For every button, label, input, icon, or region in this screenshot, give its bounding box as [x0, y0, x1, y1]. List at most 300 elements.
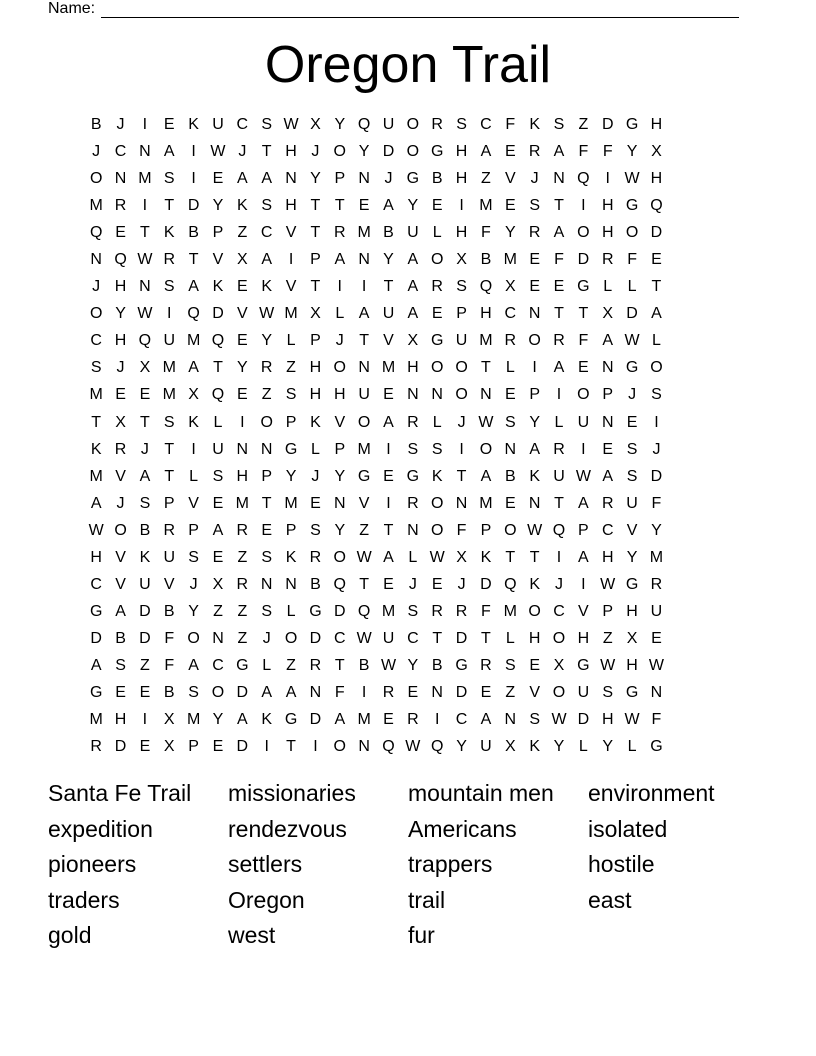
- grid-letter[interactable]: Z: [237, 224, 248, 242]
- grid-letter[interactable]: P: [334, 170, 346, 188]
- grid-letter[interactable]: H: [601, 197, 614, 215]
- grid-letter[interactable]: Y: [651, 521, 662, 539]
- grid-letter[interactable]: E: [626, 413, 638, 431]
- grid-letter[interactable]: D: [236, 683, 249, 701]
- grid-letter[interactable]: E: [310, 494, 321, 512]
- grid-letter[interactable]: L: [554, 413, 564, 431]
- grid-letter[interactable]: E: [237, 332, 248, 350]
- grid-letter[interactable]: J: [262, 629, 271, 647]
- grid-letter[interactable]: E: [504, 197, 516, 215]
- grid-letter[interactable]: S: [163, 413, 175, 431]
- grid-letter[interactable]: V: [358, 494, 370, 512]
- grid-letter[interactable]: N: [212, 629, 224, 647]
- grid-letter[interactable]: B: [431, 170, 443, 188]
- grid-letter[interactable]: O: [333, 738, 346, 756]
- grid-letter[interactable]: G: [625, 683, 639, 701]
- grid-letter[interactable]: U: [382, 629, 395, 647]
- grid-letter[interactable]: U: [212, 440, 224, 458]
- grid-letter[interactable]: O: [430, 494, 444, 512]
- grid-letter[interactable]: H: [601, 548, 614, 566]
- grid-letter[interactable]: V: [529, 683, 540, 701]
- grid-letter[interactable]: B: [310, 575, 321, 593]
- grid-letter[interactable]: H: [309, 359, 322, 377]
- grid-letter[interactable]: L: [262, 656, 272, 674]
- grid-letter[interactable]: X: [626, 629, 638, 647]
- grid-letter[interactable]: C: [407, 629, 419, 647]
- grid-letter[interactable]: T: [164, 440, 175, 458]
- grid-letter[interactable]: S: [456, 116, 467, 133]
- grid-letter[interactable]: W: [527, 521, 543, 539]
- grid-letter[interactable]: D: [139, 629, 151, 647]
- grid-letter[interactable]: T: [554, 305, 564, 323]
- grid-letter[interactable]: R: [236, 575, 249, 593]
- grid-letter[interactable]: J: [116, 359, 125, 377]
- grid-letter[interactable]: M: [186, 332, 201, 350]
- grid-letter[interactable]: F: [456, 521, 467, 539]
- grid-letter[interactable]: D: [577, 711, 590, 729]
- grid-letter[interactable]: M: [162, 386, 176, 404]
- grid-letter[interactable]: L: [310, 440, 320, 458]
- grid-letter[interactable]: V: [163, 575, 175, 593]
- grid-letter[interactable]: A: [261, 683, 273, 701]
- grid-letter[interactable]: V: [285, 224, 297, 242]
- grid-letter[interactable]: D: [309, 629, 322, 647]
- grid-letter[interactable]: O: [284, 629, 298, 647]
- grid-letter[interactable]: R: [163, 521, 176, 539]
- grid-letter[interactable]: A: [188, 359, 199, 377]
- grid-letter[interactable]: T: [359, 332, 370, 350]
- grid-letter[interactable]: A: [383, 197, 394, 215]
- grid-letter[interactable]: P: [163, 494, 175, 512]
- grid-letter[interactable]: S: [407, 602, 419, 620]
- grid-letter[interactable]: W: [283, 116, 299, 133]
- grid-letter[interactable]: O: [528, 602, 541, 620]
- grid-letter[interactable]: T: [456, 467, 467, 485]
- grid-letter[interactable]: A: [358, 305, 370, 323]
- grid-letter[interactable]: O: [211, 683, 225, 701]
- grid-letter[interactable]: B: [115, 629, 126, 647]
- grid-letter[interactable]: K: [285, 548, 297, 566]
- grid-letter[interactable]: A: [285, 683, 297, 701]
- grid-letter[interactable]: X: [310, 305, 321, 323]
- grid-letter[interactable]: G: [309, 602, 322, 620]
- grid-letter[interactable]: M: [186, 711, 201, 729]
- grid-letter[interactable]: R: [236, 521, 249, 539]
- grid-letter[interactable]: I: [191, 440, 196, 458]
- grid-letter[interactable]: W: [88, 521, 104, 539]
- grid-letter[interactable]: U: [626, 494, 638, 512]
- grid-letter[interactable]: L: [505, 359, 515, 377]
- grid-letter[interactable]: X: [456, 251, 467, 269]
- grid-letter[interactable]: Y: [626, 143, 638, 161]
- grid-letter[interactable]: I: [386, 440, 391, 458]
- grid-letter[interactable]: O: [430, 251, 444, 269]
- grid-letter[interactable]: T: [651, 278, 662, 296]
- grid-letter[interactable]: M: [138, 170, 152, 188]
- grid-letter[interactable]: R: [553, 440, 565, 458]
- name-blank-line[interactable]: [101, 3, 739, 18]
- grid-letter[interactable]: I: [459, 440, 464, 458]
- grid-letter[interactable]: E: [602, 440, 614, 458]
- grid-letter[interactable]: Y: [504, 224, 516, 242]
- grid-letter[interactable]: V: [237, 305, 248, 323]
- grid-letter[interactable]: O: [260, 413, 273, 431]
- grid-letter[interactable]: M: [357, 224, 371, 242]
- grid-letter[interactable]: R: [431, 116, 443, 133]
- grid-letter[interactable]: E: [578, 359, 589, 377]
- grid-letter[interactable]: K: [261, 278, 273, 296]
- grid-letter[interactable]: G: [625, 116, 639, 133]
- grid-letter[interactable]: Y: [334, 467, 346, 485]
- grid-letter[interactable]: A: [480, 143, 492, 161]
- grid-letter[interactable]: Z: [213, 602, 223, 620]
- grid-letter[interactable]: I: [361, 683, 367, 701]
- grid-letter[interactable]: Q: [650, 197, 663, 215]
- grid-letter[interactable]: D: [236, 738, 249, 756]
- grid-letter[interactable]: R: [431, 602, 443, 620]
- grid-letter[interactable]: T: [481, 359, 491, 377]
- grid-letter[interactable]: O: [552, 629, 566, 647]
- grid-letter[interactable]: Y: [602, 738, 614, 756]
- grid-letter[interactable]: O: [430, 359, 444, 377]
- grid-letter[interactable]: Y: [334, 521, 346, 539]
- grid-letter[interactable]: B: [358, 656, 370, 674]
- grid-letter[interactable]: E: [237, 278, 248, 296]
- grid-letter[interactable]: L: [627, 738, 637, 756]
- grid-letter[interactable]: O: [357, 413, 371, 431]
- grid-letter[interactable]: F: [554, 251, 564, 269]
- grid-letter[interactable]: M: [503, 602, 517, 620]
- grid-letter[interactable]: W: [478, 413, 494, 431]
- grid-letter[interactable]: A: [334, 251, 346, 269]
- grid-letter[interactable]: E: [529, 656, 540, 674]
- grid-letter[interactable]: G: [577, 278, 590, 296]
- grid-letter[interactable]: N: [358, 359, 370, 377]
- grid-letter[interactable]: K: [188, 413, 199, 431]
- grid-letter[interactable]: I: [459, 197, 464, 215]
- grid-letter[interactable]: R: [528, 143, 541, 161]
- grid-letter[interactable]: W: [356, 548, 372, 566]
- grid-letter[interactable]: O: [187, 629, 200, 647]
- grid-letter[interactable]: Z: [237, 629, 248, 647]
- grid-letter[interactable]: E: [431, 305, 443, 323]
- grid-letter[interactable]: Z: [481, 170, 491, 188]
- grid-letter[interactable]: S: [188, 548, 199, 566]
- grid-letter[interactable]: J: [652, 440, 661, 458]
- grid-letter[interactable]: G: [89, 602, 103, 620]
- grid-letter[interactable]: N: [236, 440, 249, 458]
- grid-letter[interactable]: L: [578, 738, 588, 756]
- grid-letter[interactable]: R: [309, 548, 322, 566]
- grid-letter[interactable]: N: [601, 413, 614, 431]
- grid-letter[interactable]: G: [236, 656, 249, 674]
- grid-letter[interactable]: L: [213, 413, 223, 431]
- grid-letter[interactable]: C: [90, 332, 102, 350]
- grid-letter[interactable]: A: [407, 278, 419, 296]
- grid-letter[interactable]: N: [431, 683, 443, 701]
- grid-letter[interactable]: O: [577, 224, 590, 242]
- grid-letter[interactable]: L: [432, 413, 442, 431]
- grid-letter[interactable]: S: [163, 170, 175, 188]
- grid-letter[interactable]: Q: [114, 251, 127, 269]
- grid-letter[interactable]: W: [137, 305, 153, 323]
- grid-letter[interactable]: L: [432, 224, 442, 242]
- grid-letter[interactable]: E: [358, 197, 370, 215]
- grid-letter[interactable]: P: [285, 413, 297, 431]
- grid-letter[interactable]: U: [577, 683, 590, 701]
- grid-letter[interactable]: G: [625, 197, 639, 215]
- grid-letter[interactable]: O: [552, 683, 566, 701]
- grid-letter[interactable]: V: [188, 494, 199, 512]
- grid-letter[interactable]: J: [457, 413, 466, 431]
- grid-letter[interactable]: Q: [430, 738, 444, 756]
- grid-letter[interactable]: E: [212, 494, 224, 512]
- grid-letter[interactable]: Z: [286, 359, 296, 377]
- grid-letter[interactable]: E: [115, 386, 126, 404]
- grid-letter[interactable]: O: [504, 521, 517, 539]
- grid-letter[interactable]: D: [114, 738, 127, 756]
- grid-letter[interactable]: I: [654, 413, 659, 431]
- grid-letter[interactable]: R: [407, 413, 419, 431]
- grid-letter[interactable]: T: [286, 738, 296, 756]
- grid-letter[interactable]: E: [212, 170, 224, 188]
- grid-letter[interactable]: F: [651, 494, 662, 512]
- grid-letter[interactable]: N: [285, 170, 297, 188]
- grid-letter[interactable]: X: [456, 548, 467, 566]
- grid-letter[interactable]: I: [581, 197, 586, 215]
- grid-letter[interactable]: S: [456, 278, 467, 296]
- grid-letter[interactable]: H: [114, 278, 127, 296]
- grid-letter[interactable]: E: [383, 575, 394, 593]
- grid-letter[interactable]: F: [578, 143, 589, 161]
- grid-letter[interactable]: E: [383, 386, 394, 404]
- grid-letter[interactable]: P: [310, 332, 321, 350]
- grid-letter[interactable]: B: [163, 683, 175, 701]
- grid-letter[interactable]: C: [480, 116, 492, 133]
- grid-letter[interactable]: W: [600, 575, 616, 593]
- grid-letter[interactable]: S: [261, 197, 273, 215]
- grid-letter[interactable]: A: [139, 467, 151, 485]
- grid-letter[interactable]: N: [407, 521, 419, 539]
- grid-letter[interactable]: Z: [359, 521, 370, 539]
- grid-letter[interactable]: S: [431, 440, 443, 458]
- grid-letter[interactable]: X: [602, 305, 614, 323]
- grid-letter[interactable]: A: [261, 170, 273, 188]
- grid-letter[interactable]: I: [191, 170, 196, 188]
- grid-letter[interactable]: C: [601, 521, 614, 539]
- grid-letter[interactable]: A: [553, 359, 565, 377]
- grid-letter[interactable]: M: [649, 548, 664, 566]
- grid-letter[interactable]: N: [553, 170, 565, 188]
- grid-letter[interactable]: I: [434, 711, 440, 729]
- grid-letter[interactable]: N: [139, 278, 151, 296]
- grid-letter[interactable]: N: [139, 143, 151, 161]
- grid-letter[interactable]: N: [260, 575, 273, 593]
- grid-letter[interactable]: G: [430, 143, 444, 161]
- grid-letter[interactable]: M: [479, 494, 493, 512]
- grid-letter[interactable]: E: [212, 548, 224, 566]
- grid-letter[interactable]: E: [651, 629, 662, 647]
- grid-letter[interactable]: S: [626, 440, 638, 458]
- grid-letter[interactable]: Y: [358, 143, 370, 161]
- grid-letter[interactable]: T: [481, 629, 491, 647]
- grid-letter[interactable]: E: [383, 711, 394, 729]
- grid-letter[interactable]: K: [431, 467, 443, 485]
- grid-letter[interactable]: B: [139, 521, 151, 539]
- grid-letter[interactable]: B: [480, 251, 492, 269]
- grid-letter[interactable]: T: [188, 251, 199, 269]
- grid-letter[interactable]: T: [334, 656, 345, 674]
- grid-letter[interactable]: P: [310, 251, 321, 269]
- grid-letter[interactable]: B: [90, 116, 102, 133]
- grid-letter[interactable]: D: [309, 711, 322, 729]
- grid-letter[interactable]: G: [284, 711, 298, 729]
- grid-letter[interactable]: Q: [187, 305, 200, 323]
- grid-letter[interactable]: G: [455, 656, 468, 674]
- grid-letter[interactable]: H: [333, 386, 346, 404]
- grid-letter[interactable]: U: [163, 332, 176, 350]
- grid-letter[interactable]: I: [581, 575, 586, 593]
- grid-letter[interactable]: N: [650, 683, 663, 701]
- grid-letter[interactable]: Y: [310, 170, 321, 188]
- grid-letter[interactable]: K: [529, 575, 540, 593]
- grid-letter[interactable]: A: [237, 711, 248, 729]
- grid-letter[interactable]: L: [651, 332, 661, 350]
- grid-letter[interactable]: N: [528, 305, 541, 323]
- grid-letter[interactable]: V: [504, 170, 516, 188]
- grid-letter[interactable]: Q: [504, 575, 517, 593]
- grid-letter[interactable]: K: [212, 278, 224, 296]
- grid-letter[interactable]: E: [651, 251, 662, 269]
- grid-letter[interactable]: U: [650, 602, 663, 620]
- grid-letter[interactable]: F: [481, 224, 491, 242]
- grid-letter[interactable]: G: [89, 683, 103, 701]
- grid-letter[interactable]: N: [358, 251, 370, 269]
- grid-letter[interactable]: M: [235, 494, 249, 512]
- grid-letter[interactable]: R: [407, 711, 419, 729]
- grid-letter[interactable]: Q: [211, 332, 225, 350]
- grid-letter[interactable]: T: [432, 629, 443, 647]
- grid-letter[interactable]: E: [504, 386, 516, 404]
- grid-letter[interactable]: P: [480, 521, 492, 539]
- grid-letter[interactable]: O: [577, 386, 590, 404]
- grid-letter[interactable]: S: [529, 711, 540, 729]
- grid-letter[interactable]: W: [624, 332, 640, 350]
- grid-letter[interactable]: N: [285, 575, 297, 593]
- grid-letter[interactable]: M: [503, 251, 517, 269]
- grid-letter[interactable]: X: [115, 413, 126, 431]
- grid-letter[interactable]: F: [627, 251, 637, 269]
- grid-letter[interactable]: A: [553, 224, 565, 242]
- grid-letter[interactable]: K: [237, 197, 248, 215]
- grid-letter[interactable]: M: [381, 602, 396, 620]
- grid-letter[interactable]: H: [114, 711, 127, 729]
- grid-letter[interactable]: N: [358, 170, 370, 188]
- grid-letter[interactable]: P: [188, 521, 199, 539]
- grid-letter[interactable]: A: [578, 494, 589, 512]
- grid-letter[interactable]: E: [115, 683, 126, 701]
- grid-letter[interactable]: E: [504, 143, 516, 161]
- grid-letter[interactable]: U: [358, 386, 370, 404]
- grid-letter[interactable]: R: [431, 278, 443, 296]
- grid-letter[interactable]: S: [529, 197, 540, 215]
- grid-letter[interactable]: A: [480, 711, 492, 729]
- grid-letter[interactable]: W: [624, 170, 640, 188]
- grid-letter[interactable]: L: [189, 467, 199, 485]
- grid-letter[interactable]: I: [337, 278, 342, 296]
- grid-letter[interactable]: X: [553, 656, 565, 674]
- grid-letter[interactable]: H: [407, 359, 419, 377]
- grid-letter[interactable]: S: [139, 494, 151, 512]
- grid-letter[interactable]: G: [625, 575, 639, 593]
- grid-letter[interactable]: O: [479, 440, 493, 458]
- grid-letter[interactable]: C: [455, 711, 468, 729]
- grid-letter[interactable]: J: [92, 143, 101, 161]
- grid-letter[interactable]: T: [164, 467, 175, 485]
- grid-letter[interactable]: Q: [138, 332, 152, 350]
- grid-letter[interactable]: N: [528, 494, 541, 512]
- grid-letter[interactable]: G: [650, 738, 663, 756]
- grid-letter[interactable]: R: [407, 494, 419, 512]
- grid-letter[interactable]: O: [89, 170, 103, 188]
- grid-letter[interactable]: Z: [505, 683, 516, 701]
- grid-letter[interactable]: P: [456, 305, 467, 323]
- grid-letter[interactable]: E: [212, 738, 224, 756]
- grid-letter[interactable]: A: [602, 467, 614, 485]
- grid-letter[interactable]: W: [356, 629, 372, 647]
- grid-letter[interactable]: S: [285, 386, 297, 404]
- grid-letter[interactable]: T: [310, 224, 321, 242]
- grid-letter[interactable]: E: [480, 683, 492, 701]
- grid-letter[interactable]: Q: [357, 602, 371, 620]
- grid-letter[interactable]: H: [601, 711, 614, 729]
- grid-letter[interactable]: P: [188, 738, 199, 756]
- grid-letter[interactable]: J: [311, 143, 320, 161]
- grid-letter[interactable]: X: [504, 738, 516, 756]
- grid-letter[interactable]: O: [625, 224, 639, 242]
- grid-letter[interactable]: U: [407, 224, 419, 242]
- grid-letter[interactable]: T: [310, 197, 321, 215]
- grid-letter[interactable]: E: [431, 197, 443, 215]
- grid-letter[interactable]: E: [407, 683, 419, 701]
- grid-letter[interactable]: Q: [552, 521, 566, 539]
- grid-letter[interactable]: A: [383, 413, 394, 431]
- grid-letter[interactable]: K: [90, 440, 102, 458]
- grid-letter[interactable]: O: [430, 521, 444, 539]
- grid-letter[interactable]: Z: [578, 116, 589, 133]
- grid-letter[interactable]: A: [407, 305, 419, 323]
- grid-letter[interactable]: L: [505, 629, 515, 647]
- grid-letter[interactable]: E: [139, 738, 151, 756]
- grid-letter[interactable]: V: [578, 602, 589, 620]
- grid-letter[interactable]: Q: [89, 224, 103, 242]
- grid-letter[interactable]: C: [90, 575, 102, 593]
- grid-letter[interactable]: H: [236, 467, 249, 485]
- grid-letter[interactable]: T: [578, 305, 589, 323]
- grid-letter[interactable]: G: [357, 467, 371, 485]
- grid-letter[interactable]: I: [581, 440, 586, 458]
- grid-letter[interactable]: R: [333, 224, 346, 242]
- grid-letter[interactable]: V: [212, 251, 224, 269]
- grid-letter[interactable]: S: [261, 116, 273, 133]
- grid-letter[interactable]: Q: [333, 575, 346, 593]
- grid-letter[interactable]: A: [163, 143, 175, 161]
- grid-letter[interactable]: I: [142, 197, 148, 215]
- grid-letter[interactable]: K: [261, 711, 273, 729]
- grid-letter[interactable]: W: [551, 711, 567, 729]
- grid-letter[interactable]: C: [236, 116, 249, 133]
- grid-letter[interactable]: H: [480, 305, 492, 323]
